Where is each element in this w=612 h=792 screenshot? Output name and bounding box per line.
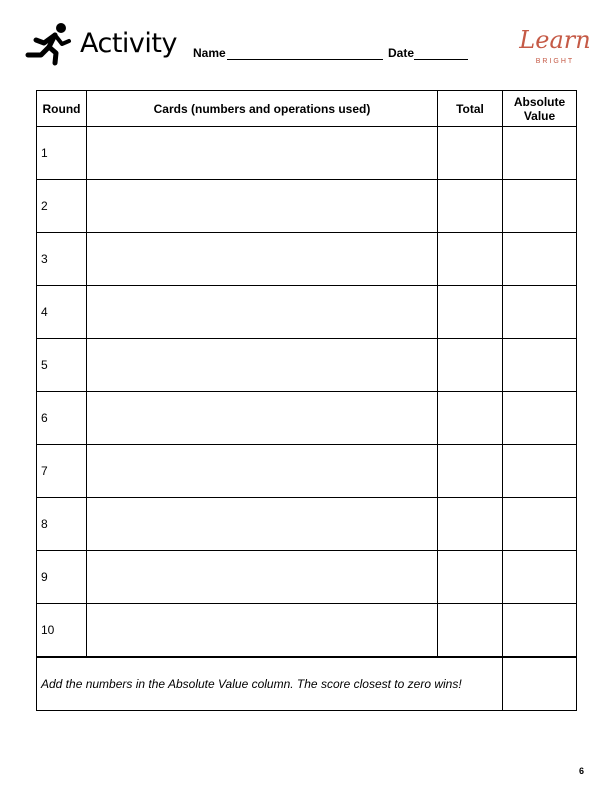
absolute-value-cell[interactable] [503, 604, 577, 658]
absolute-value-cell[interactable] [503, 233, 577, 286]
absolute-value-cell[interactable] [503, 180, 577, 233]
table-header-row [37, 91, 577, 127]
absolute-value-cell[interactable] [503, 127, 577, 180]
score-row [37, 657, 577, 711]
page-number: 6 [579, 766, 585, 776]
total-cell[interactable] [438, 604, 503, 658]
round-number: 8 [37, 498, 87, 551]
round-number: 9 [37, 551, 87, 604]
round-number: 6 [37, 392, 87, 445]
cards-cell[interactable] [87, 127, 438, 180]
round-number: 7 [37, 445, 87, 498]
cards-cell[interactable] [87, 445, 438, 498]
cards-cell[interactable] [87, 604, 438, 658]
absolute-value-cell[interactable] [503, 498, 577, 551]
absolute-value-cell[interactable] [503, 339, 577, 392]
table-row [37, 286, 577, 339]
running-person-icon [22, 22, 72, 66]
cards-cell[interactable] [87, 339, 438, 392]
round-number: 1 [37, 127, 87, 180]
total-cell[interactable] [438, 286, 503, 339]
cards-cell[interactable] [87, 180, 438, 233]
round-number: 10 [37, 604, 87, 658]
total-cell[interactable] [438, 127, 503, 180]
table-row [37, 180, 577, 233]
column-header-cards: Cards (numbers and operations used) [87, 91, 438, 127]
total-cell[interactable] [438, 339, 503, 392]
table-row [37, 392, 577, 445]
logo-subtext: BRIGHT [535, 58, 575, 65]
table-row [37, 498, 577, 551]
table-row [37, 127, 577, 180]
column-header-total: Total [438, 91, 503, 127]
table-row [37, 604, 577, 658]
absolute-value-cell[interactable] [503, 286, 577, 339]
cards-cell[interactable] [87, 233, 438, 286]
total-cell[interactable] [438, 445, 503, 498]
column-header-round: Round [37, 91, 87, 127]
cards-cell[interactable] [87, 551, 438, 604]
round-number: 3 [37, 233, 87, 286]
table-row [37, 445, 577, 498]
name-label: Name [193, 46, 226, 60]
table-row [37, 551, 577, 604]
date-label: Date [388, 46, 415, 60]
learn-bright-logo [519, 26, 591, 70]
name-field[interactable] [227, 59, 383, 60]
absolute-value-cell[interactable] [503, 551, 577, 604]
column-header-absolute-value: Absolute Value [503, 91, 577, 127]
rounds-table [36, 90, 577, 711]
total-cell[interactable] [438, 551, 503, 604]
final-score-cell[interactable] [503, 657, 577, 711]
total-cell[interactable] [438, 498, 503, 551]
logo-text: Learn [519, 26, 591, 54]
table-body [37, 127, 577, 711]
total-cell[interactable] [438, 180, 503, 233]
round-number: 4 [37, 286, 87, 339]
scoring-instructions: Add the numbers in the Absolute Value column. The score closest to zero wins! [37, 657, 503, 711]
total-cell[interactable] [438, 392, 503, 445]
date-field[interactable] [414, 59, 468, 60]
total-cell[interactable] [438, 233, 503, 286]
round-number: 2 [37, 180, 87, 233]
cards-cell[interactable] [87, 498, 438, 551]
absolute-value-cell[interactable] [503, 445, 577, 498]
page-title: Activity [80, 28, 177, 59]
cards-cell[interactable] [87, 392, 438, 445]
cards-cell[interactable] [87, 286, 438, 339]
absolute-value-cell[interactable] [503, 392, 577, 445]
table-row [37, 339, 577, 392]
round-number: 5 [37, 339, 87, 392]
table-row [37, 233, 577, 286]
